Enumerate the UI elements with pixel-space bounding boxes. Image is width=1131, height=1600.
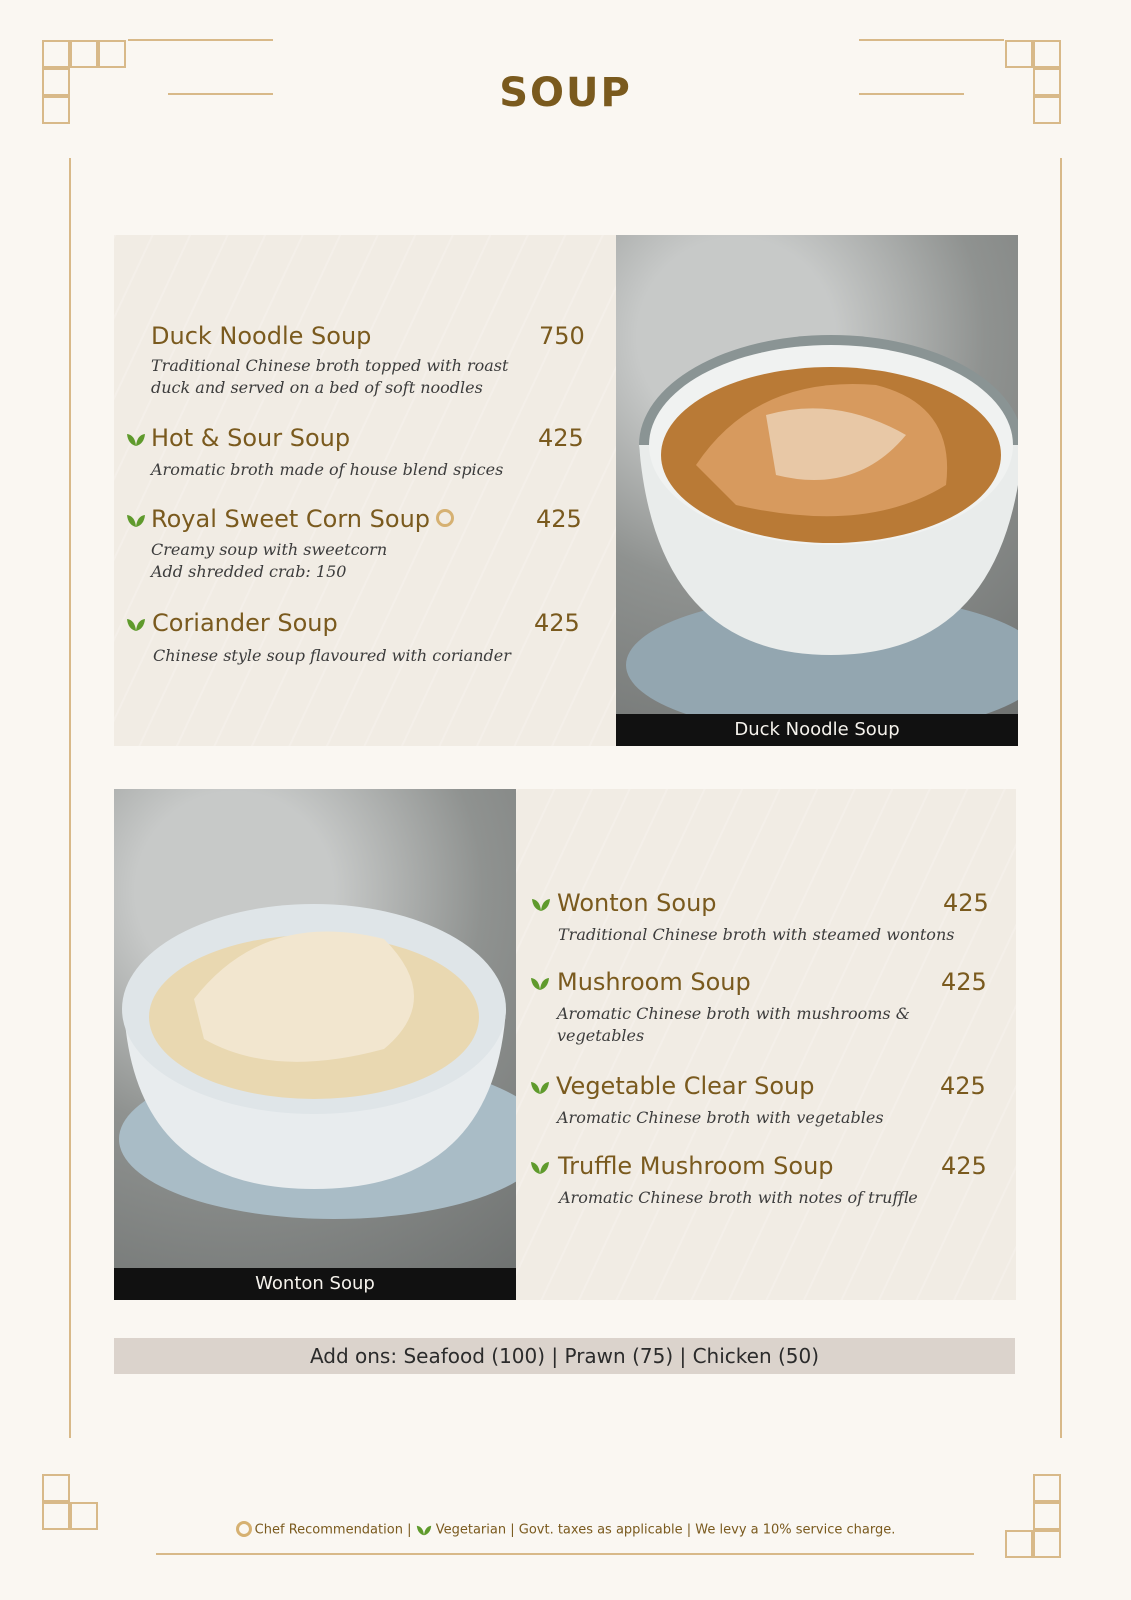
soup-bowl-illustration xyxy=(616,235,1018,746)
item-price: 425 xyxy=(943,889,989,917)
item-description: Aromatic Chinese broth with notes of truffle xyxy=(559,1188,918,1207)
footer-divider xyxy=(156,1553,974,1555)
footer-legend: Chef Recommendation | Vegetarian | Govt. taxes as applicable | We levy a 10% service charge. xyxy=(0,1522,1131,1538)
item-name: Vegetable Clear Soup xyxy=(556,1072,815,1100)
item-price: 425 xyxy=(538,424,584,452)
item-price: 425 xyxy=(536,505,582,533)
photo-caption: Wonton Soup xyxy=(114,1268,516,1300)
item-description: Aromatic Chinese broth with vegetables xyxy=(557,1108,884,1127)
item-price: 425 xyxy=(940,1072,986,1100)
item-name: Wonton Soup xyxy=(557,889,717,917)
item-name: Royal Sweet Corn Soup xyxy=(151,505,454,533)
vegetarian-leaf-icon xyxy=(126,617,146,633)
addons-bar: Add ons: Seafood (100) | Prawn (75) | Chicken (50) xyxy=(114,1338,1015,1374)
item-name: Mushroom Soup xyxy=(557,968,751,996)
item-price: 750 xyxy=(539,322,585,350)
item-description: Traditional Chinese broth topped with roast duck and served on a bed of soft noodles xyxy=(151,356,509,397)
item-description: Aromatic broth made of house blend spices xyxy=(151,460,504,479)
item-description: Chinese style soup flavoured with coriander xyxy=(153,646,511,665)
vegetarian-leaf-icon xyxy=(126,513,146,529)
item-name: Hot & Sour Soup xyxy=(151,424,351,452)
item-name: Truffle Mushroom Soup xyxy=(558,1152,834,1180)
duck-noodle-soup-photo xyxy=(616,235,1018,746)
item-name: Duck Noodle Soup xyxy=(151,322,372,350)
item-description: Traditional Chinese broth with steamed wontons xyxy=(558,925,955,944)
item-description: Creamy soup with sweetcorn Add shredded crab: 150 xyxy=(151,540,388,581)
photo-caption: Duck Noodle Soup xyxy=(616,714,1018,746)
item-name: Coriander Soup xyxy=(152,609,338,637)
vegetarian-leaf-icon xyxy=(126,432,146,448)
vegetarian-leaf-icon xyxy=(530,1160,550,1176)
wonton-bowl-illustration xyxy=(114,789,516,1300)
chef-recommendation-icon xyxy=(236,1521,252,1537)
wonton-soup-photo xyxy=(114,789,516,1300)
item-price: 425 xyxy=(534,609,580,637)
vegetarian-leaf-icon xyxy=(416,1524,432,1537)
vegetarian-leaf-icon xyxy=(530,1080,550,1096)
vegetarian-leaf-icon xyxy=(530,976,550,992)
chef-recommendation-icon xyxy=(436,509,454,527)
item-description: Aromatic Chinese broth with mushrooms & vegetables xyxy=(557,1004,910,1045)
item-price: 425 xyxy=(941,968,987,996)
vegetarian-leaf-icon xyxy=(531,897,551,913)
item-price: 425 xyxy=(941,1152,987,1180)
top-menu-panel xyxy=(114,235,616,746)
page-title: SOUP xyxy=(499,70,632,116)
